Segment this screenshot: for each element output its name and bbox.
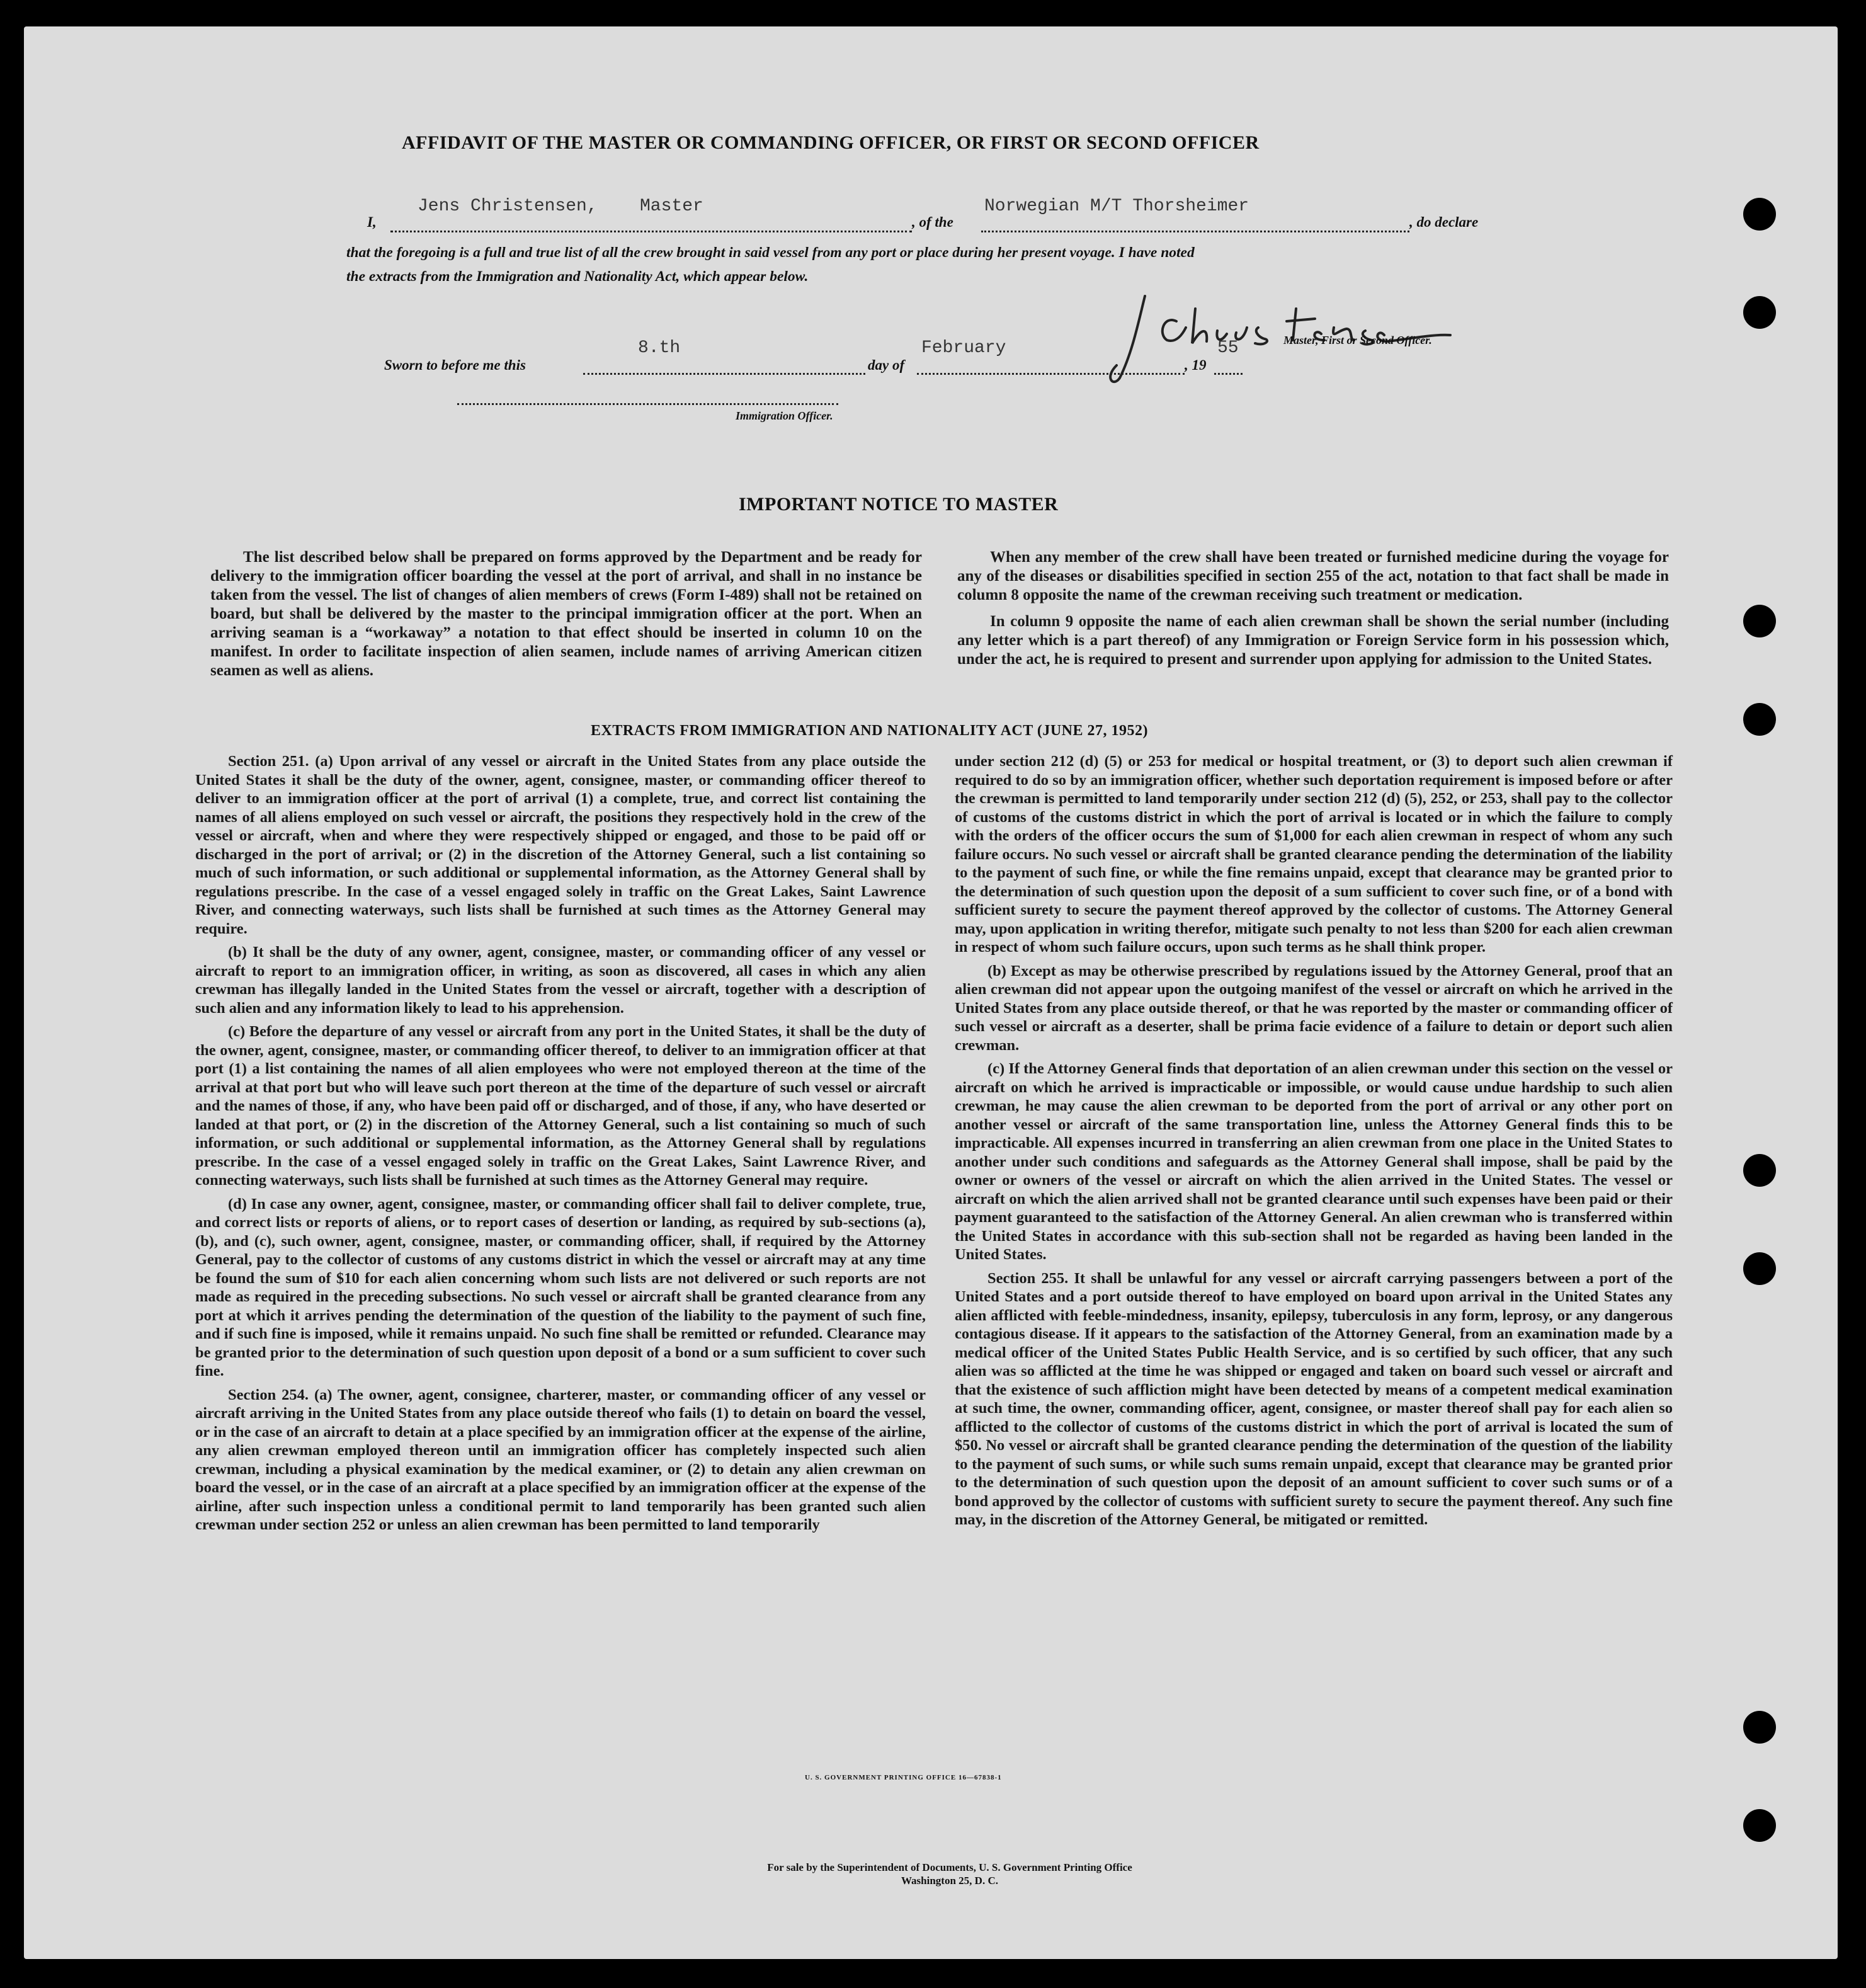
officer-caption: Immigration Officer. bbox=[736, 409, 833, 422]
punch-hole bbox=[1743, 1252, 1776, 1285]
extracts-left-column bbox=[195, 752, 926, 1540]
section-254-a-cont: under section 212 (d) (5) or 253 for medical or hospital treatment, or (3) to deport such alien crewman if required to do so by an immigration officer, whether such deportation requirement is imposed before or after the crewman is permitted to land temporarily under section 212 (d) (5), 252, or 253, shall pay to the collector of customs of the customs district in which the port of arrival is located or in which the failure to comply with the orders of the officer occurs the sum of $1,000 for each alien crewman in respect of whom any such failure occurs. No such vessel or aircraft shall be granted clearance pending the determination of the liability to the payment of such fine, or while the fine remains unpaid, except that clearance may be granted prior to the determination of such question upon the deposit of a sum sufficient to cover such fine, or of a bond with sufficient surety to secure the payment thereof approved by the collector of customs. The Attorney General may, upon application in writing therefor, mitigate such penalty to not less than $200 for each alien crewman in respect of whom such failure occurs, upon such terms as he shall think proper. bbox=[955, 753, 1673, 956]
punch-hole bbox=[1743, 1154, 1776, 1187]
punch-hole bbox=[1743, 703, 1776, 736]
day-field-line bbox=[583, 373, 865, 375]
section-254-a: Section 254. (a) The owner, agent, consignee, charterer, master, or commanding officer of any vessel or aircraft arriving in the United States from any place outside thereof who fails (1) to detain on board the vessel, or in the case of an aircraft to detain at a place specified by an immigration officer at the expense of the airline, any alien crewman employed thereon until an immigration officer has completely inspected such alien crewman, including a physical examination by the medical examiner, or (2) to detain any alien crewman on board the vessel, or in the case of an aircraft at a place specified by an immigration officer at the expense of the airline, after such inspection unless a conditional permit to land temporarily has been granted such alien crewman under section 252 or unless an alien crewman has been permitted to land temporarily bbox=[195, 1386, 926, 1533]
affidavit-heading: AFFIDAVIT OF THE MASTER OR COMMANDING OFFICER, OR FIRST OR SECOND OFFICER bbox=[402, 132, 1260, 153]
footer-line-1: For sale by the Superintendent of Documents, U. S. Government Printing Office bbox=[767, 1861, 1132, 1873]
document-page bbox=[24, 26, 1838, 1959]
declaration-line-3: the extracts from the Immigration and Nationality Act, which appear below. bbox=[346, 268, 809, 285]
i-label: I, bbox=[367, 214, 377, 230]
notice-right-paragraph-2: In column 9 opposite the name of each alien crewman shall be shown the serial number (including any letter which is a part thereof) of any Immigration or Foreign Service form in his possession which, under the act, he is required to present and surrender upon applying for admission to the United States. bbox=[957, 613, 1669, 668]
notice-heading: IMPORTANT NOTICE TO MASTER bbox=[739, 494, 1059, 515]
sworn-month-field: February bbox=[921, 338, 1006, 358]
sworn-year-field: 55 bbox=[1217, 338, 1239, 358]
notice-left-paragraph: The list described below shall be prepared on forms approved by the Department and be ready for delivery to the immigration officer boarding the vessel at the port of arrival, and shall in no instance be taken from the vessel. The list of changes of alien members of crews (Form I-489) shall not be retained on board, but shall be delivered by the master to the principal immigration officer at the port. When an arriving seaman is a “workaway” a notation to that effect should be inserted in column 10 on the manifest. In order to facilitate inspection of alien seamen, include names of arriving American citizen seamen as well as aliens. bbox=[210, 549, 922, 679]
section-255: Section 255. It shall be unlawful for any vessel or aircraft carrying passengers between a port of the United States and a port outside thereof to have employed on board upon arrival in the United States any alien afflicted with feeble-mindedness, insanity, epilepsy, tuberculosis in any form, leprosy, or any dangerous contagious disease. If it appears to the satisfaction of the Attorney General, from an examination made by a medical officer of the United States Public Health Service, and is so certified by such officer, that any such alien was so afflicted at the time he was shipped or engaged and taken on board such vessel or aircraft and that the existence of such affliction might have been detected by means of a competent medical examination at such time, the owner, commanding officer, agent, consignee, or master thereof shall pay for each alien so afflicted to the collector of customs of the customs district in which the port of arrival is located the sum of $50. No vessel or aircraft shall be granted clearance pending the determination of the question of the liability to the payment of such sums, or while such sums remain unpaid, except that clearance may be granted prior to the determination of such question upon the deposit of an amount sufficient to cover such sums or of a bond approved by the collector of customs with sufficient surety to secure the payment thereof. Any such fine may, in the discretion of the Attorney General, be mitigated or remitted. bbox=[955, 1269, 1673, 1528]
punch-hole bbox=[1743, 1809, 1776, 1842]
punch-hole bbox=[1743, 198, 1776, 231]
section-251-b: (b) It shall be the duty of any owner, agent, consignee, master, or commanding officer of any vessel or aircraft to report to an immigration officer, in writing, as soon as discovered, all cases in which any alien crewman has illegally landed in the United States from the vessel or aircraft, together with a description of such alien and any information likely to lead to his apprehension. bbox=[195, 944, 926, 1017]
extracts-right-column bbox=[955, 752, 1673, 1534]
name-field-line bbox=[390, 231, 912, 232]
printing-imprint: U. S. GOVERNMENT PRINTING OFFICE 16—67838-1 bbox=[805, 1774, 1002, 1781]
of-the-label: , of the bbox=[912, 214, 953, 230]
do-declare-label: , do declare bbox=[1409, 214, 1479, 230]
section-254-b: (b) Except as may be otherwise prescribed by regulations issued by the Attorney General, proof that an alien crewman did not appear upon the outgoing manifest of the vessel or aircraft on which he arrived in the United States from any place outside thereof, or that he was reported by the master or commanding officer of such vessel or aircraft as a deserter, shall be prima facie evidence of a failure to detain or deport such alien crewman. bbox=[955, 962, 1673, 1054]
footer-line-2: Washington 25, D. C. bbox=[901, 1875, 998, 1887]
declaration-line-2: that the foregoing is a full and true list of all the crew brought in said vessel from any port or place during her present voyage. I have noted bbox=[346, 244, 1195, 261]
month-field-line bbox=[917, 373, 1185, 375]
section-251-c: (c) Before the departure of any vessel or aircraft from any port in the United States, it shall be the duty of the owner, agent, consignee, master, or commanding officer thereof, to deliver to an immigration officer at that port (1) a list containing the names of all alien employees who were not employed thereon at the time of the arrival at that port but who will leave such port thereon at the time of the departure of such vessel or aircraft and the names of those, if any, who have been paid off or discharged, and of those, if any, who have deserted or landed at that port, or (2) in the discretion of the Attorney General, such a list containing so much of such information, or such additional or supplemental information, as the Attorney General shall by regulations prescribe. In the case of a vessel engaged solely in traffic on the Great Lakes, Saint Lawrence River, and connecting waterways, such lists shall be furnished at such times as the Attorney General may require. bbox=[195, 1023, 926, 1189]
vessel-field-line bbox=[981, 231, 1409, 232]
notice-right-column bbox=[957, 548, 1669, 677]
vessel-name-field: Norwegian M/T Thorsheimer bbox=[984, 197, 1249, 216]
sale-footer bbox=[616, 1861, 1283, 1887]
section-254-c: (c) If the Attorney General finds that deportation of an alien crewman under this section on the vessel or aircraft on which he arrived is impracticable or impossible, or would cause undue hardship to such alien crewman, he may cause the alien crewman to be deported from the port of arrival or any other port on another vessel or aircraft of the same transportation line, unless the Attorney General finds this to be impracticable. All expenses incurred in transferring an alien crewman from one place in the United States to another under such conditions and safeguards as the Attorney General shall impose, shall be paid by the owner or owners of the vessel or aircraft on which the alien arrived in the United States. The vessel or aircraft on which the alien arrived shall not be granted clearance until such expenses have been paid or their payment guaranteed to the satisfaction of the Attorney General. An alien crewman who is transferred within the United States in accordance with this sub-section shall not be regarded as having been landed in the United States. bbox=[955, 1060, 1673, 1263]
extracts-heading: EXTRACTS FROM IMMIGRATION AND NATIONALITY ACT (JUNE 27, 1952) bbox=[591, 723, 1148, 739]
master-role-field: Master bbox=[640, 197, 703, 216]
punch-hole bbox=[1743, 296, 1776, 329]
punch-hole bbox=[1743, 605, 1776, 637]
section-251-d: (d) In case any owner, agent, consignee, master, or commanding officer shall fail to deliver complete, true, and correct lists or reports of aliens, or to report cases of desertion or landing, as required by sub-sections (a), (b), and (c), such owner, agent, consignee, master, or commanding officer, shall, if required by the Attorney General, pay to the collector of customs of any customs district in which the vessel or aircraft may at any time be found the sum of $10 for each alien concerning whom such lists are not delivered or such reports are not made as required in the preceding subsections. No such vessel or aircraft shall be granted clearance from any port at which it arrives pending the determination of the question of the liability to the payment of such fine, and if such fine is imposed, while it remains unpaid. No such fine shall be remitted or refunded. Clearance may be granted prior to the determination of such question upon deposit of a bond or a sum sufficient to cover such fine. bbox=[195, 1195, 926, 1380]
master-name-field: Jens Christensen, bbox=[418, 197, 598, 216]
year-field-line bbox=[1214, 373, 1243, 375]
year-prefix: , 19 bbox=[1185, 357, 1207, 373]
day-of-label: day of bbox=[868, 357, 905, 373]
notice-left-column bbox=[210, 548, 922, 688]
section-251-a: Section 251. (a) Upon arrival of any vessel or aircraft in the United States from any place outside the United States it shall be the duty of the owner, agent, consignee, master, or commanding officer thereof to deliver to an immigration officer at the port of arrival (1) a complete, true, and correct list containing the names of all aliens employed on such vessel or aircraft, the positions they respectively hold in the crew of the vessel or aircraft, when and where they were respectively shipped or engaged, and those to be paid off or discharged in the port of arrival; or (2) in the discretion of the Attorney General, such a list containing so much of such information, or such additional or supplemental information, as the Attorney General shall by regulations prescribe. In the case of a vessel engaged solely in traffic on the Great Lakes, Saint Lawrence River, and connecting waterways, such lists shall be furnished at such times as the Attorney General may require. bbox=[195, 753, 926, 937]
notice-right-paragraph-1: When any member of the crew shall have been treated or furnished medicine during the voyage for any of the diseases or disabilities specified in section 255 of the act, notation to that fact shall be made in column 8 opposite the name of the crewman receiving such treatment or medication. bbox=[957, 549, 1669, 603]
officer-signature-line bbox=[457, 403, 838, 405]
sworn-label: Sworn to before me this bbox=[384, 357, 526, 373]
punch-hole bbox=[1743, 1711, 1776, 1744]
signature-caption: Master, First or Second Officer. bbox=[1283, 334, 1432, 346]
sworn-day-field: 8.th bbox=[638, 338, 681, 358]
